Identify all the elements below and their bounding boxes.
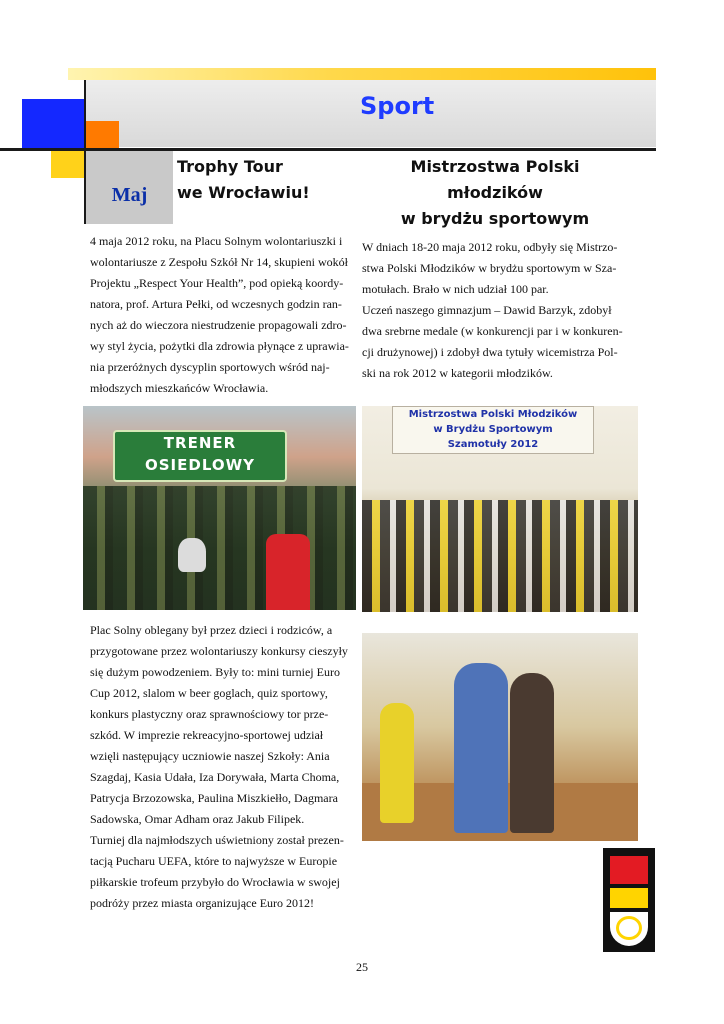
school-logo [603,848,655,952]
left-article-paragraph-2 [90,620,360,914]
text-line: wzięli następujący uczniowie naszej Szkoły: Ania [90,749,330,763]
photo-person [510,673,554,833]
text-line: Projektu „Respect Your Health”, pod opieką koordy- [90,276,344,290]
left-article-title [177,154,357,206]
banner-text-line1: Mistrzostwa Polski Młodzików [408,409,578,420]
text-line: W dniach 18-20 maja 2012 roku, odbyły się Mistrzo- [362,240,618,254]
photo-trophy-tour [83,406,356,610]
decor-orange-square [86,121,119,148]
text-line: Sadowska, Omar Adham oraz Jakub Filipek. [90,812,305,826]
photo-banner [392,406,594,454]
text-line: 4 maja 2012 roku, na Placu Solnym wolontariuszki i [90,234,343,248]
trophy-cup [178,538,206,572]
text-line: piłkarskie trofeum przybyło do Wrocławia w swojej [90,875,340,889]
right-title-line2: w brydżu sportowym [400,209,590,228]
text-line: Turniej dla najmłodszych uświetniony został prezen- [90,833,344,847]
text-line: stwa Polski Młodzików w brydżu sportowym w Sza- [362,261,617,275]
photo-person [454,663,508,833]
text-line: wy styl życia, pożytki dla zdrowia płynące z uprawia- [90,339,349,353]
text-line: szkód. W imprezie rekreacyjno-sportowej udział [90,728,324,742]
photo-crowd [362,500,638,612]
text-line: Cup 2012, slalom w beer goglach, quiz sportowy, [90,686,328,700]
header-yellow-band [68,68,656,80]
banner-text-line2: OSIEDLOWY [144,456,255,474]
decor-yellow-square [51,151,84,178]
text-line: Szagdaj, Kasia Udała, Iza Dorywała, Marta Choma, [90,770,340,784]
banner-text-line1: TRENER [163,434,237,452]
right-title-line1: Mistrzostwa Polski młodzików [410,157,580,202]
left-title-line1: Trophy Tour [177,157,283,176]
text-line: konkurs plastyczny oraz sprawnościowy tor prze- [90,707,329,721]
text-line: młodszych mieszkańców Wrocławia. [90,381,269,395]
text-line: tacją Pucharu UEFA, które to najwyższe w Europie [90,854,338,868]
logo-red-field [610,856,648,884]
photo-banner [113,430,287,482]
text-line: Patrycja Brzozowska, Paulina Miszkiełło, Dagmara [90,791,338,805]
right-article-title [360,154,630,232]
photo-person [380,703,414,823]
text-line: Plac Solny oblegany był przez dzieci i rodziców, a [90,623,333,637]
right-article-paragraph [362,237,632,384]
header-horizontal-rule [0,148,656,151]
logo-ring [616,916,642,940]
text-line: ski na rok 2012 w kategorii młodzików. [362,366,553,380]
text-line: przygotowane przez wolontariuszy konkursy cieszyły [90,644,348,658]
text-line: natora, prof. Artura Pełki, od wczesnych godzin ran- [90,297,342,311]
photo-crowd [83,486,356,610]
text-line: podróży przez miasta organizujące Euro 2012! [90,896,315,910]
logo-yellow-field [610,888,648,908]
month-label: Maj [111,184,148,206]
text-line: nia przeróżnych dyscyplin sportowych wśród naj- [90,360,330,374]
photo-bridge-championship [362,406,638,612]
decor-blue-square [22,99,84,150]
section-title: Sport [360,92,435,120]
text-line: Uczeń naszego gimnazjum – Dawid Barzyk, zdobył [362,303,612,317]
left-title-line2: we Wrocławiu! [177,183,310,202]
text-line: cji drużynowej) i zdobył dwa tytuły wicemistrza Pol- [362,345,618,359]
left-article-paragraph-1 [90,231,360,399]
text-line: nych aż do wieczora niestrudzenie propagowali zdro- [90,318,347,332]
text-line: się dużym powodzeniem. Były to: mini turniej Euro [90,665,340,679]
photo-medalists [362,633,638,841]
banner-text-line3: Szamotuły 2012 [447,439,539,450]
photo-person [266,534,310,610]
page-number: 25 [356,960,368,974]
banner-text-line2: w Brydżu Sportowym [433,424,553,435]
text-line: dwa srebrne medale (w konkurencji par i w konkuren- [362,324,623,338]
text-line: motułach. Brało w nich udział 100 par. [362,282,549,296]
text-line: wolontariusze z Zespołu Szkół Nr 14, skupieni wokół [90,255,348,269]
